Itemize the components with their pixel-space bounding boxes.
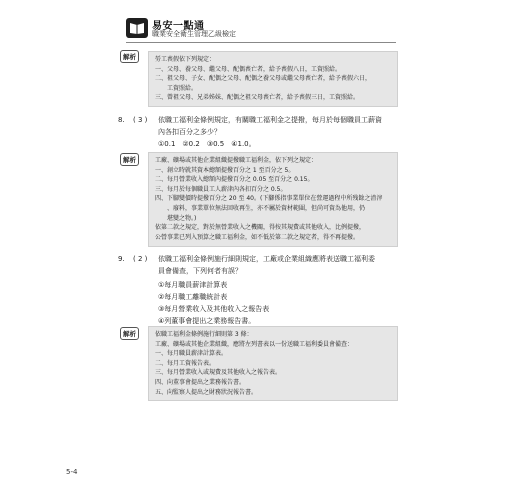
explanation-line: 四、向董事會提出之業務報告書。 xyxy=(155,378,246,386)
question-9-option: ④列董事會提出之業務報告書。 xyxy=(158,317,256,325)
explanation-tag-3: 解析 xyxy=(120,327,139,340)
question-8-number: 8. xyxy=(118,116,125,124)
explanation-line: 工廠、礦場或其他企業組織，應將左列書表以一份送職工福利委員會備查： xyxy=(155,340,354,348)
explanation-line: 三、每月於每個職員工人薪津內各扣百分之 0.5。 xyxy=(155,185,287,193)
header-divider xyxy=(126,42,396,43)
question-9-line-2: 員會備查，下列何者有誤？ xyxy=(158,267,242,275)
explanation-tag-2: 解析 xyxy=(120,153,139,166)
explanation-line: 工資照給。 xyxy=(155,84,198,92)
explanation-line: 、廢料，事業單位無法回收再生，亦不屬於資材範圍，但尚可資為他用，仍 xyxy=(155,204,366,212)
question-8-answer: ( 3 ) xyxy=(133,116,148,124)
explanation-line: 二、每月營業收入總額內提撥百分之 0.05 至百分之 0.15。 xyxy=(155,176,314,184)
explanation-tag-1: 解析 xyxy=(120,50,139,63)
question-9-option: ①每月職員薪津計算表 xyxy=(158,281,228,289)
header-title: 易安一點通 xyxy=(152,21,205,32)
explanation-line: 公營事業已列入預算之職工福利金，如不低於第二款之規定者，得不再提撥。 xyxy=(155,233,360,241)
explanation-box-2 xyxy=(148,152,398,247)
explanation-line: 依第二款之規定，對於無營業收入之機關，得按其規費或其他收入，比例提撥， xyxy=(155,224,366,232)
explanation-line: 堪變之物。) xyxy=(155,214,197,222)
question-9-line-1: 依職工福利金條例施行細則規定，工廠或企業組織應將表送職工福利委 xyxy=(158,255,375,263)
question-8-options: ①0.1 ②0.2 ③0.5 ④1.0。 xyxy=(158,140,256,148)
explanation-box-1 xyxy=(148,51,398,107)
question-8-line-1: 依職工福利金條例規定，有關職工福利金之提撥，每月於每個職員工薪資 xyxy=(158,116,382,124)
explanation-line: 一、父母、養父母、繼父母、配偶喪亡者，給予喪假八日，工資照給。 xyxy=(155,65,342,73)
explanation-line: 四、下腳變價時提撥百分之 20 至 40。(下腳係指事業單位在營運過程中所残餘之渣滓 xyxy=(155,195,383,203)
explanation-line: 勞工喪假依下列規定： xyxy=(155,56,216,63)
question-9-option: ③每月營業收入及其他收入之報告表 xyxy=(158,305,270,313)
explanation-line: 二、祖父母、子女、配偶之父母、配偶之養父母或繼父母喪亡者，給予喪假六日， xyxy=(155,75,372,83)
explanation-line: 三、曾祖父母、兄弟姊妹、配偶之祖父母喪亡者，給予喪假三日，工資照給。 xyxy=(155,94,360,102)
page-number: 5-4 xyxy=(66,468,78,476)
explanation-line: 工廠、礦場或其他企業組織提撥職工福利金，依下列之規定： xyxy=(155,157,318,164)
explanation-line: 一、每月職員薪津計算表。 xyxy=(155,350,228,358)
question-9-option: ②每月職工離職統計表 xyxy=(158,293,228,301)
question-8-line-2: 內各扣百分之多少？ xyxy=(158,128,221,136)
explanation-line: 一、創立時就其資本總額提撥百分之 1 至百分之 5。 xyxy=(155,166,295,174)
question-9-answer: ( 2 ) xyxy=(133,255,148,263)
explanation-line: 二、每月工資報告表。 xyxy=(155,359,216,367)
explanation-box-3 xyxy=(148,326,398,401)
header-subtitle: 職業安全衛生管理乙級檢定 xyxy=(152,30,236,38)
book-logo-icon xyxy=(126,18,148,38)
page-header xyxy=(126,16,406,42)
explanation-line: 五、向監察人提出之財務狀況報告書。 xyxy=(155,388,258,396)
explanation-line: 依職工福利金條例施行細則第 3 條： xyxy=(155,331,253,338)
question-9-number: 9. xyxy=(118,255,125,263)
explanation-line: 三、每月營業收入或規費及其他收入之報告表。 xyxy=(155,369,282,377)
